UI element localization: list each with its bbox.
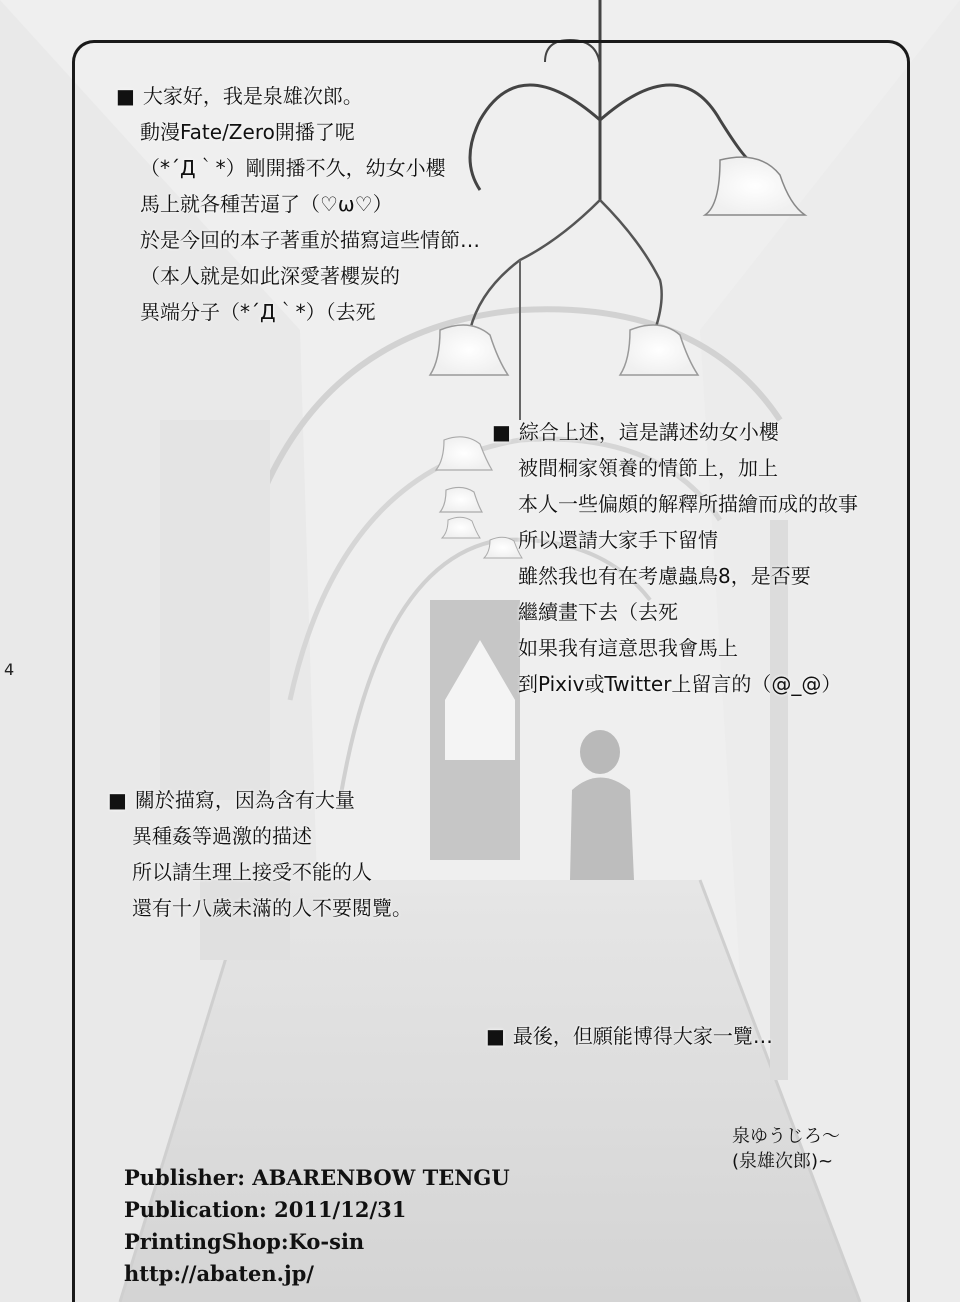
summary-line: 如果我有這意思我會馬上 (518, 636, 738, 660)
intro-line: （*´Д｀*）剛開播不久，幼女小櫻 (140, 156, 446, 180)
intro-line: 馬上就各種苦逼了（♡ω♡） (140, 192, 393, 216)
summary-line: 本人一些偏頗的解釋所描繪而成的故事 (518, 492, 858, 516)
intro-line: 於是今回的本子著重於描寫這些情節… (140, 228, 480, 252)
intro-paragraph (116, 78, 480, 330)
summary-line: 雖然我也有在考慮蟲鳥8，是否要 (518, 564, 811, 588)
summary-line: 繼續畫下去（去死 (518, 600, 678, 624)
warning-line: 所以請生理上接受不能的人 (132, 860, 372, 884)
closing-paragraph (486, 1018, 773, 1054)
warning-paragraph (108, 782, 412, 926)
page-number: 4 (4, 660, 15, 679)
printing-shop: PrintingShop:Ko-sin (124, 1229, 365, 1254)
intro-line: 異端分子（*´Д｀*）（去死 (140, 300, 376, 324)
warning-line: 異種姦等過激的描述 (132, 824, 312, 848)
publisher-name: Publisher: ABARENBOW TENGU (124, 1165, 510, 1190)
summary-line: 被間桐家領養的情節上，加上 (518, 456, 778, 480)
summary-line: 所以還請大家手下留情 (518, 528, 718, 552)
intro-line: 動漫Fate/Zero開播了呢 (140, 120, 355, 144)
warning-line: 還有十八歲未滿的人不要閱覽。 (132, 896, 412, 920)
intro-line: ■ 大家好，我是泉雄次郎。 (116, 78, 480, 114)
signature-kanji: (泉雄次郎)~ (732, 1151, 834, 1172)
publisher-url: http://abaten.jp/ (124, 1261, 314, 1286)
intro-line: （本人就是如此深愛著櫻炭的 (140, 264, 400, 288)
author-signature (732, 1124, 840, 1174)
summary-paragraph (492, 414, 858, 702)
publisher-info (124, 1162, 510, 1290)
summary-line: 到Pixiv或Twitter上留言的（@_@） (518, 672, 842, 696)
publication-date: Publication: 2011/12/31 (124, 1197, 407, 1222)
summary-line: ■ 綜合上述，這是講述幼女小櫻 (492, 414, 858, 450)
signature-kana: 泉ゆうじろ～ (732, 1126, 840, 1147)
warning-line: ■ 關於描寫，因為含有大量 (108, 782, 412, 818)
closing-line: ■ 最後，但願能博得大家一覽… (486, 1018, 773, 1054)
